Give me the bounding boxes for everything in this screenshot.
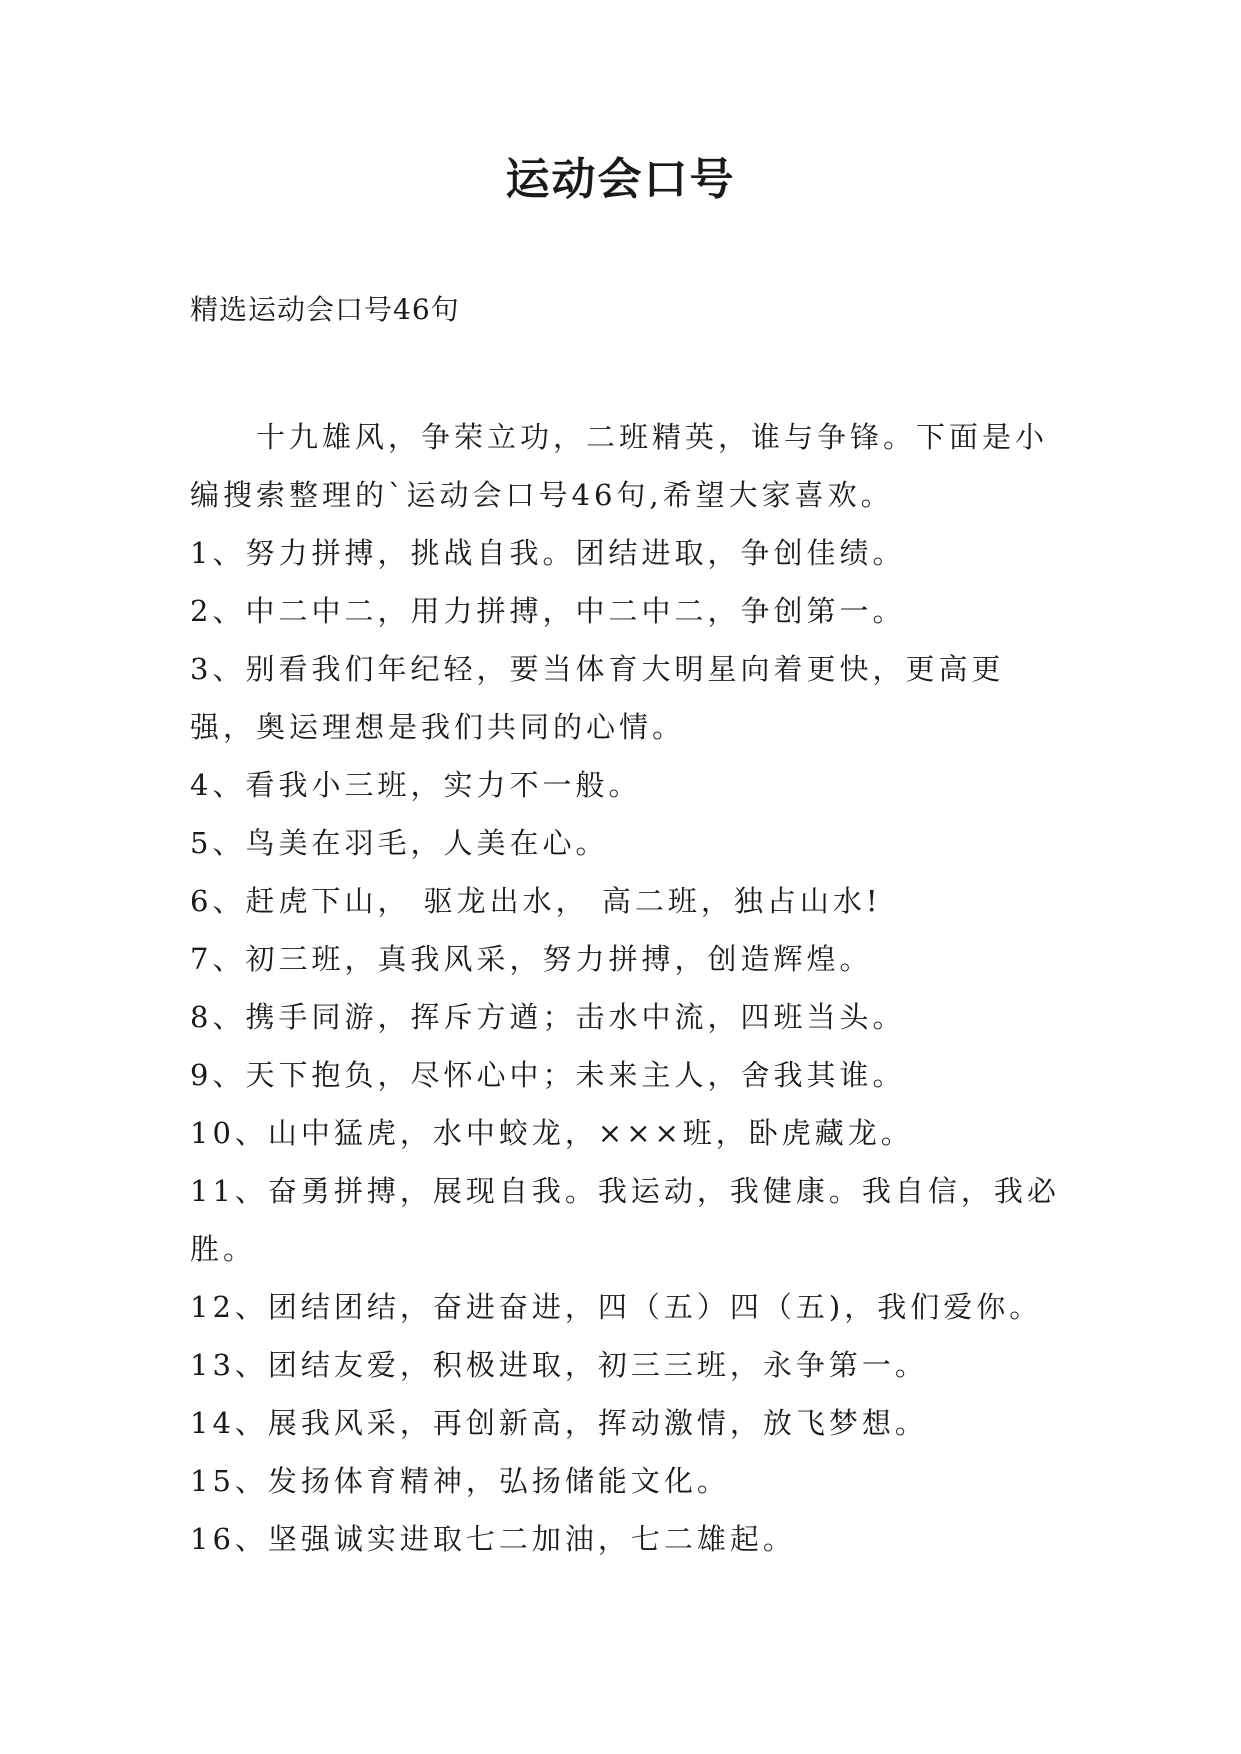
slogan-item: 15、发扬体育精神，弘扬储能文化。: [190, 1464, 730, 1498]
slogan-item: 8、携手同游，挥斥方遒；击水中流，四班当头。: [190, 1000, 906, 1034]
slogan-item: 11、奋勇拼搏，展现自我。我运动，我健康。我自信，我必胜。: [190, 1174, 1060, 1266]
slogan-item: 5、鸟美在羽毛，人美在心。: [190, 826, 609, 860]
document-subtitle: 精选运动会口号46句: [190, 293, 460, 326]
page-title: 运动会口号: [505, 154, 736, 205]
slogan-item: 10、山中猛虎，水中蛟龙，×××班，卧虎藏龙。: [190, 1116, 914, 1150]
slogan-item: 2、中二中二，用力拼搏，中二中二，争创第一。: [190, 594, 906, 628]
slogan-item: 14、展我风采，再创新高，挥动激情，放飞梦想。: [190, 1406, 928, 1440]
slogan-item: 4、看我小三班，实力不一般。: [190, 768, 642, 802]
document-body: [190, 408, 1070, 1568]
slogan-item: 6、赶虎下山， 驱龙出水， 高二班，独占山水!: [190, 884, 882, 918]
slogan-item: 9、天下抱负，尽怀心中；未来主人，舍我其谁。: [190, 1058, 906, 1092]
slogan-item: 7、初三班，真我风采，努力拼搏，创造辉煌。: [190, 942, 873, 976]
slogan-item: 1、努力拼搏，挑战自我。团结进取，争创佳绩。: [190, 536, 906, 570]
slogan-item: 16、坚强诚实进取七二加油，七二雄起。: [190, 1522, 796, 1556]
slogan-item: 12、团结团结，奋进奋进，四（五）四（五)，我们爱你。: [190, 1290, 1043, 1324]
slogan-item: 3、别看我们年纪轻，要当体育大明星向着更快，更高更强，奥运理想是我们共同的心情。: [190, 652, 1005, 744]
intro-paragraph: 十九雄风，争荣立功，二班精英，谁与争锋。下面是小编搜索整理的`运动会口号46句,希望大家喜欢。: [190, 420, 1049, 512]
slogan-item: 13、团结友爱，积极进取，初三三班，永争第一。: [190, 1348, 928, 1382]
